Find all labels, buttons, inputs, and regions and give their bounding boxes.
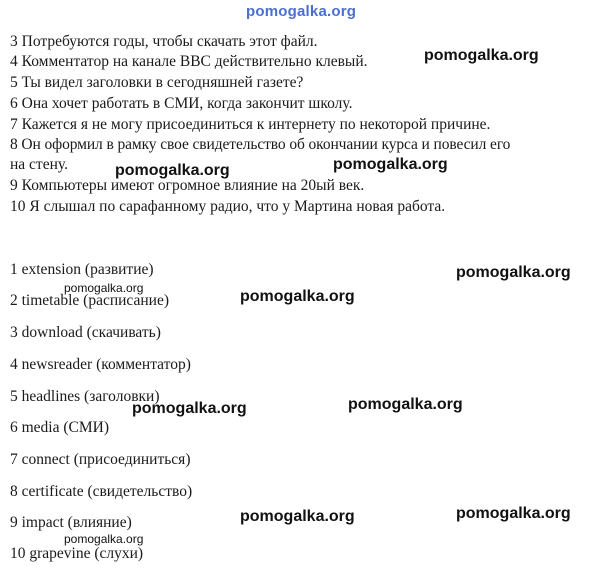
watermark: pomogalka.org [456,264,571,281]
vocabulary-item: 10 grapevine (слухи) [10,545,144,562]
watermark: pomogalka.org [456,505,571,522]
vocabulary-item: 1 extension (развитие) [10,261,154,278]
watermark: pomogalka.org [115,162,230,179]
translation-line: 3 Потребуются годы, чтобы скачать этот файл. [10,33,318,50]
vocabulary-item: 3 download (скачивать) [10,324,161,341]
watermark: pomogalka.org [240,508,355,525]
vocabulary-item: 9 impact (влияние) [10,514,132,531]
watermark: pomogalka.org [348,396,463,413]
watermark: pomogalka.org [424,47,539,64]
translation-line: 6 Она хочет работать в СМИ, когда закончит школу. [10,95,353,112]
vocabulary-item: 5 headlines (заголовки) [10,388,160,405]
vocabulary-item: 4 newsreader (комментатор) [10,356,191,373]
translation-line: 7 Кажется я не могу присоединиться к интернету по некоторой причине. [10,116,491,133]
translation-line: 5 Ты видел заголовки в сегодняшней газете? [10,74,304,91]
watermark: pomogalka.org [240,288,355,305]
watermark: pomogalka.org [64,281,144,295]
translation-line: 4 Комментатор на канале BBC действительно клевый. [10,53,368,70]
translation-line: на стену. [10,156,68,173]
translation-line: 10 Я слышал по сарафанному радио, что у Мартина новая работа. [10,198,446,215]
translation-line: 9 Компьютеры имеют огромное влияние на 20ый век. [10,177,365,194]
watermark: pomogalka.org [333,156,448,173]
header-watermark[interactable]: pomogalka.org [246,3,357,20]
watermark: pomogalka.org [64,532,144,546]
vocabulary-item: 6 media (СМИ) [10,419,110,436]
vocabulary-item: 8 certificate (свидетельство) [10,483,193,500]
translation-line: 8 Он оформил в рамку свое свидетельство об окончании курса и повесил его [10,136,511,153]
vocabulary-item: 7 connect (присоединиться) [10,451,191,468]
vocabulary-item: 2 timetable (расписание) [10,292,170,309]
watermark: pomogalka.org [132,400,247,417]
